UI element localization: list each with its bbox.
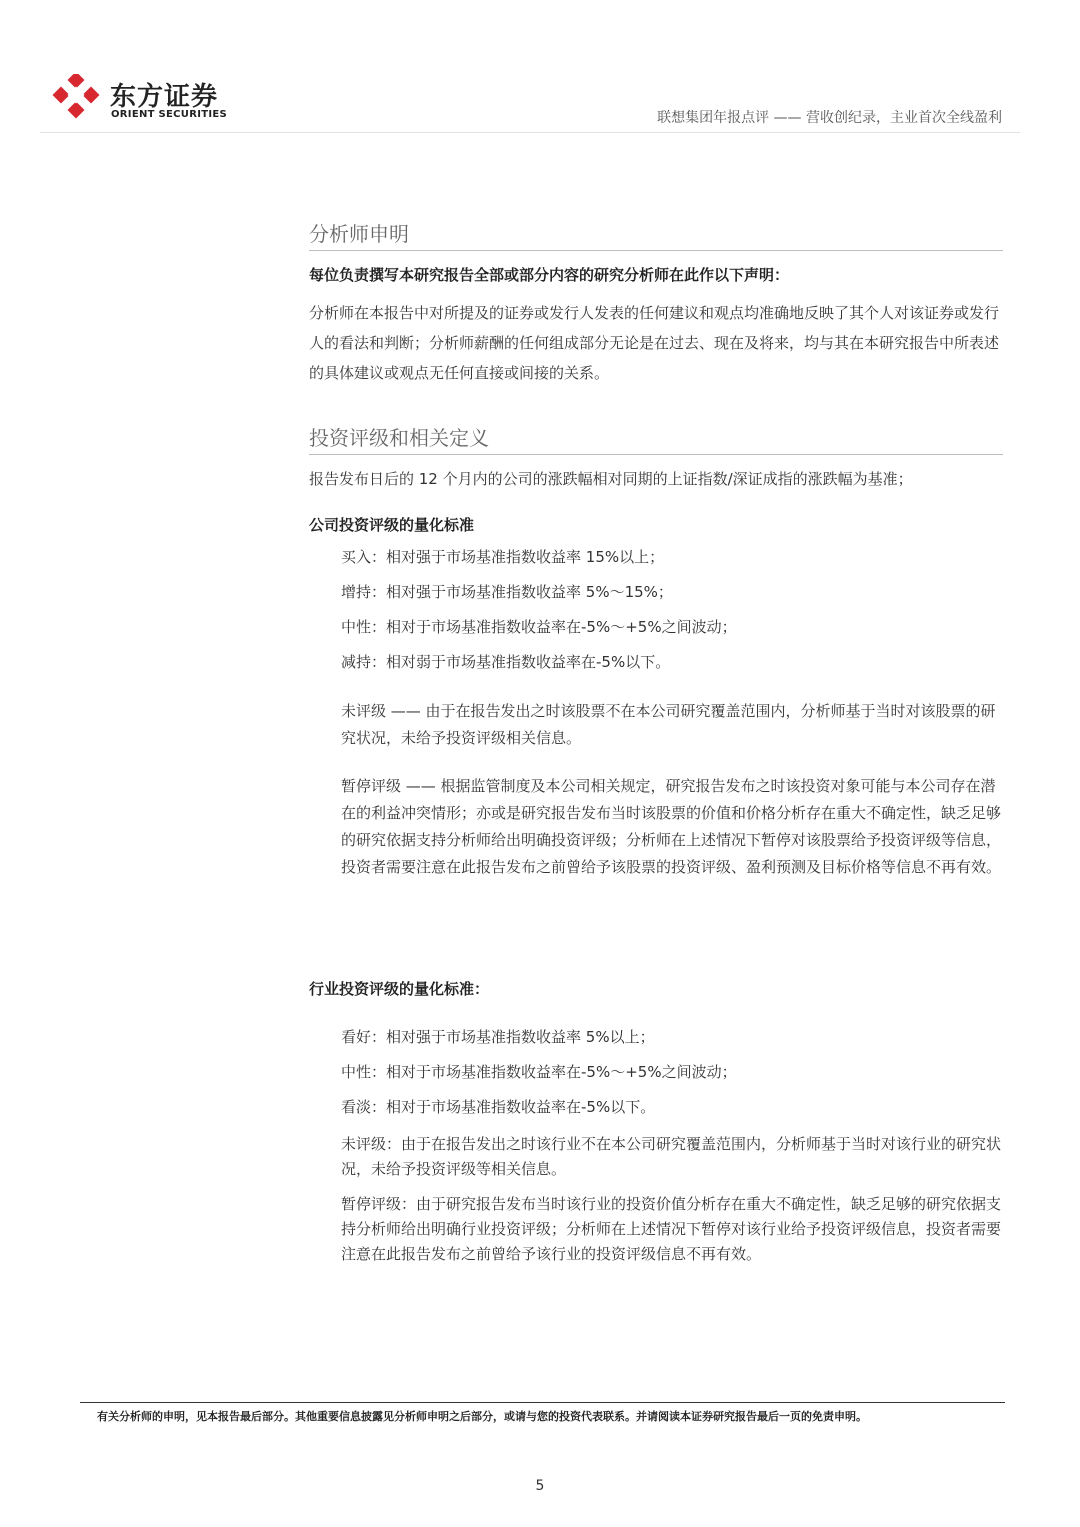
logo-diamond-icon bbox=[50, 74, 102, 124]
logo-chinese-name: 东方证券 bbox=[110, 82, 219, 112]
orient-securities-logo bbox=[50, 74, 250, 124]
industry-rating-heading: 行业投资评级的量化标准： bbox=[309, 980, 490, 998]
page-number: 5 bbox=[535, 1478, 545, 1494]
industry-unrated-definition: 未评级：由于在报告发出之时该行业不在本公司研究覆盖范围内，分析师基于当时对该行业的研究状况，未给予投资评级等相关信息。 bbox=[341, 1135, 1002, 1178]
rating-definition-title: 投资评级和相关定义 bbox=[309, 424, 1003, 455]
industry-rating-item: 中性：相对于市场基准指数收益率在-5%～+5%之间波动； bbox=[341, 1063, 737, 1081]
footer-disclaimer: 有关分析师的申明，见本报告最后部分。其他重要信息披露见分析师申明之后部分，或请与您的投资代表联系。并请阅读本证券研究报告最后一页的免责申明。 bbox=[97, 1410, 867, 1423]
header-divider bbox=[40, 132, 1020, 133]
logo-english-name: ORIENT SECURITIES bbox=[111, 109, 228, 120]
company-rating-item: 减持：相对弱于市场基准指数收益率在-5%以下。 bbox=[341, 653, 671, 671]
analyst-statement-body: 分析师在本报告中对所提及的证券或发行人发表的任何建议和观点均准确地反映了其个人对该证券或发行人的看法和判断；分析师薪酬的任何组成部分无论是在过去、现在及将来，均与其在本研究报告中所表述的具体建议或观点无任何直接或间接的关系。 bbox=[309, 304, 1000, 382]
report-title: 联想集团年报点评 —— 营收创纪录，主业首次全线盈利 bbox=[657, 110, 1002, 126]
footer-divider bbox=[80, 1402, 1005, 1403]
company-rating-item: 中性：相对于市场基准指数收益率在-5%～+5%之间波动； bbox=[341, 618, 737, 636]
industry-rating-item: 看好：相对强于市场基准指数收益率 5%以上； bbox=[341, 1028, 655, 1046]
company-rating-heading: 公司投资评级的量化标准 bbox=[309, 516, 475, 534]
industry-rating-item: 看淡：相对于市场基准指数收益率在-5%以下。 bbox=[341, 1098, 656, 1116]
page-header bbox=[0, 0, 1080, 135]
company-rating-item: 买入：相对强于市场基准指数收益率 15%以上； bbox=[341, 548, 665, 566]
company-unrated-definition: 未评级 —— 由于在报告发出之时该股票不在本公司研究覆盖范围内，分析师基于当时对该股票的研究状况，未给予投资评级相关信息。 bbox=[341, 702, 996, 747]
industry-suspended-definition: 暂停评级：由于研究报告发布当时该行业的投资价值分析存在重大不确定性，缺乏足够的研究依据支持分析师给出明确行业投资评级；分析师在上述情况下暂停对该行业给予投资评级信息，投资者需要注意在此报告发布之前曾给予该行业的投资评级信息不再有效。 bbox=[341, 1195, 1002, 1263]
company-suspended-definition: 暂停评级 —— 根据监管制度及本公司相关规定，研究报告发布之时该投资对象可能与本公司存在潜在的利益冲突情形；亦或是研究报告发布当时该股票的价值和价格分析存在重大不确定性，缺乏足够的研究依据支持分析师给出明确投资评级；分析师在上述情况下暂停对该股票给予投资评级等信息，投资者需要注意在此报告发布之前曾给予该股票的投资评级、盈利预测及目标价格等信息不再有效。 bbox=[341, 777, 1002, 876]
analyst-statement-title: 分析师申明 bbox=[309, 220, 1003, 251]
company-rating-item: 增持：相对强于市场基准指数收益率 5%～15%； bbox=[341, 583, 673, 601]
analyst-statement-lead: 每位负责撰写本研究报告全部或部分内容的研究分析师在此作以下声明： bbox=[309, 266, 790, 284]
rating-basis: 报告发布日后的 12 个月内的公司的涨跌幅相对同期的上证指数/深证成指的涨跌幅为基准； bbox=[309, 470, 913, 488]
